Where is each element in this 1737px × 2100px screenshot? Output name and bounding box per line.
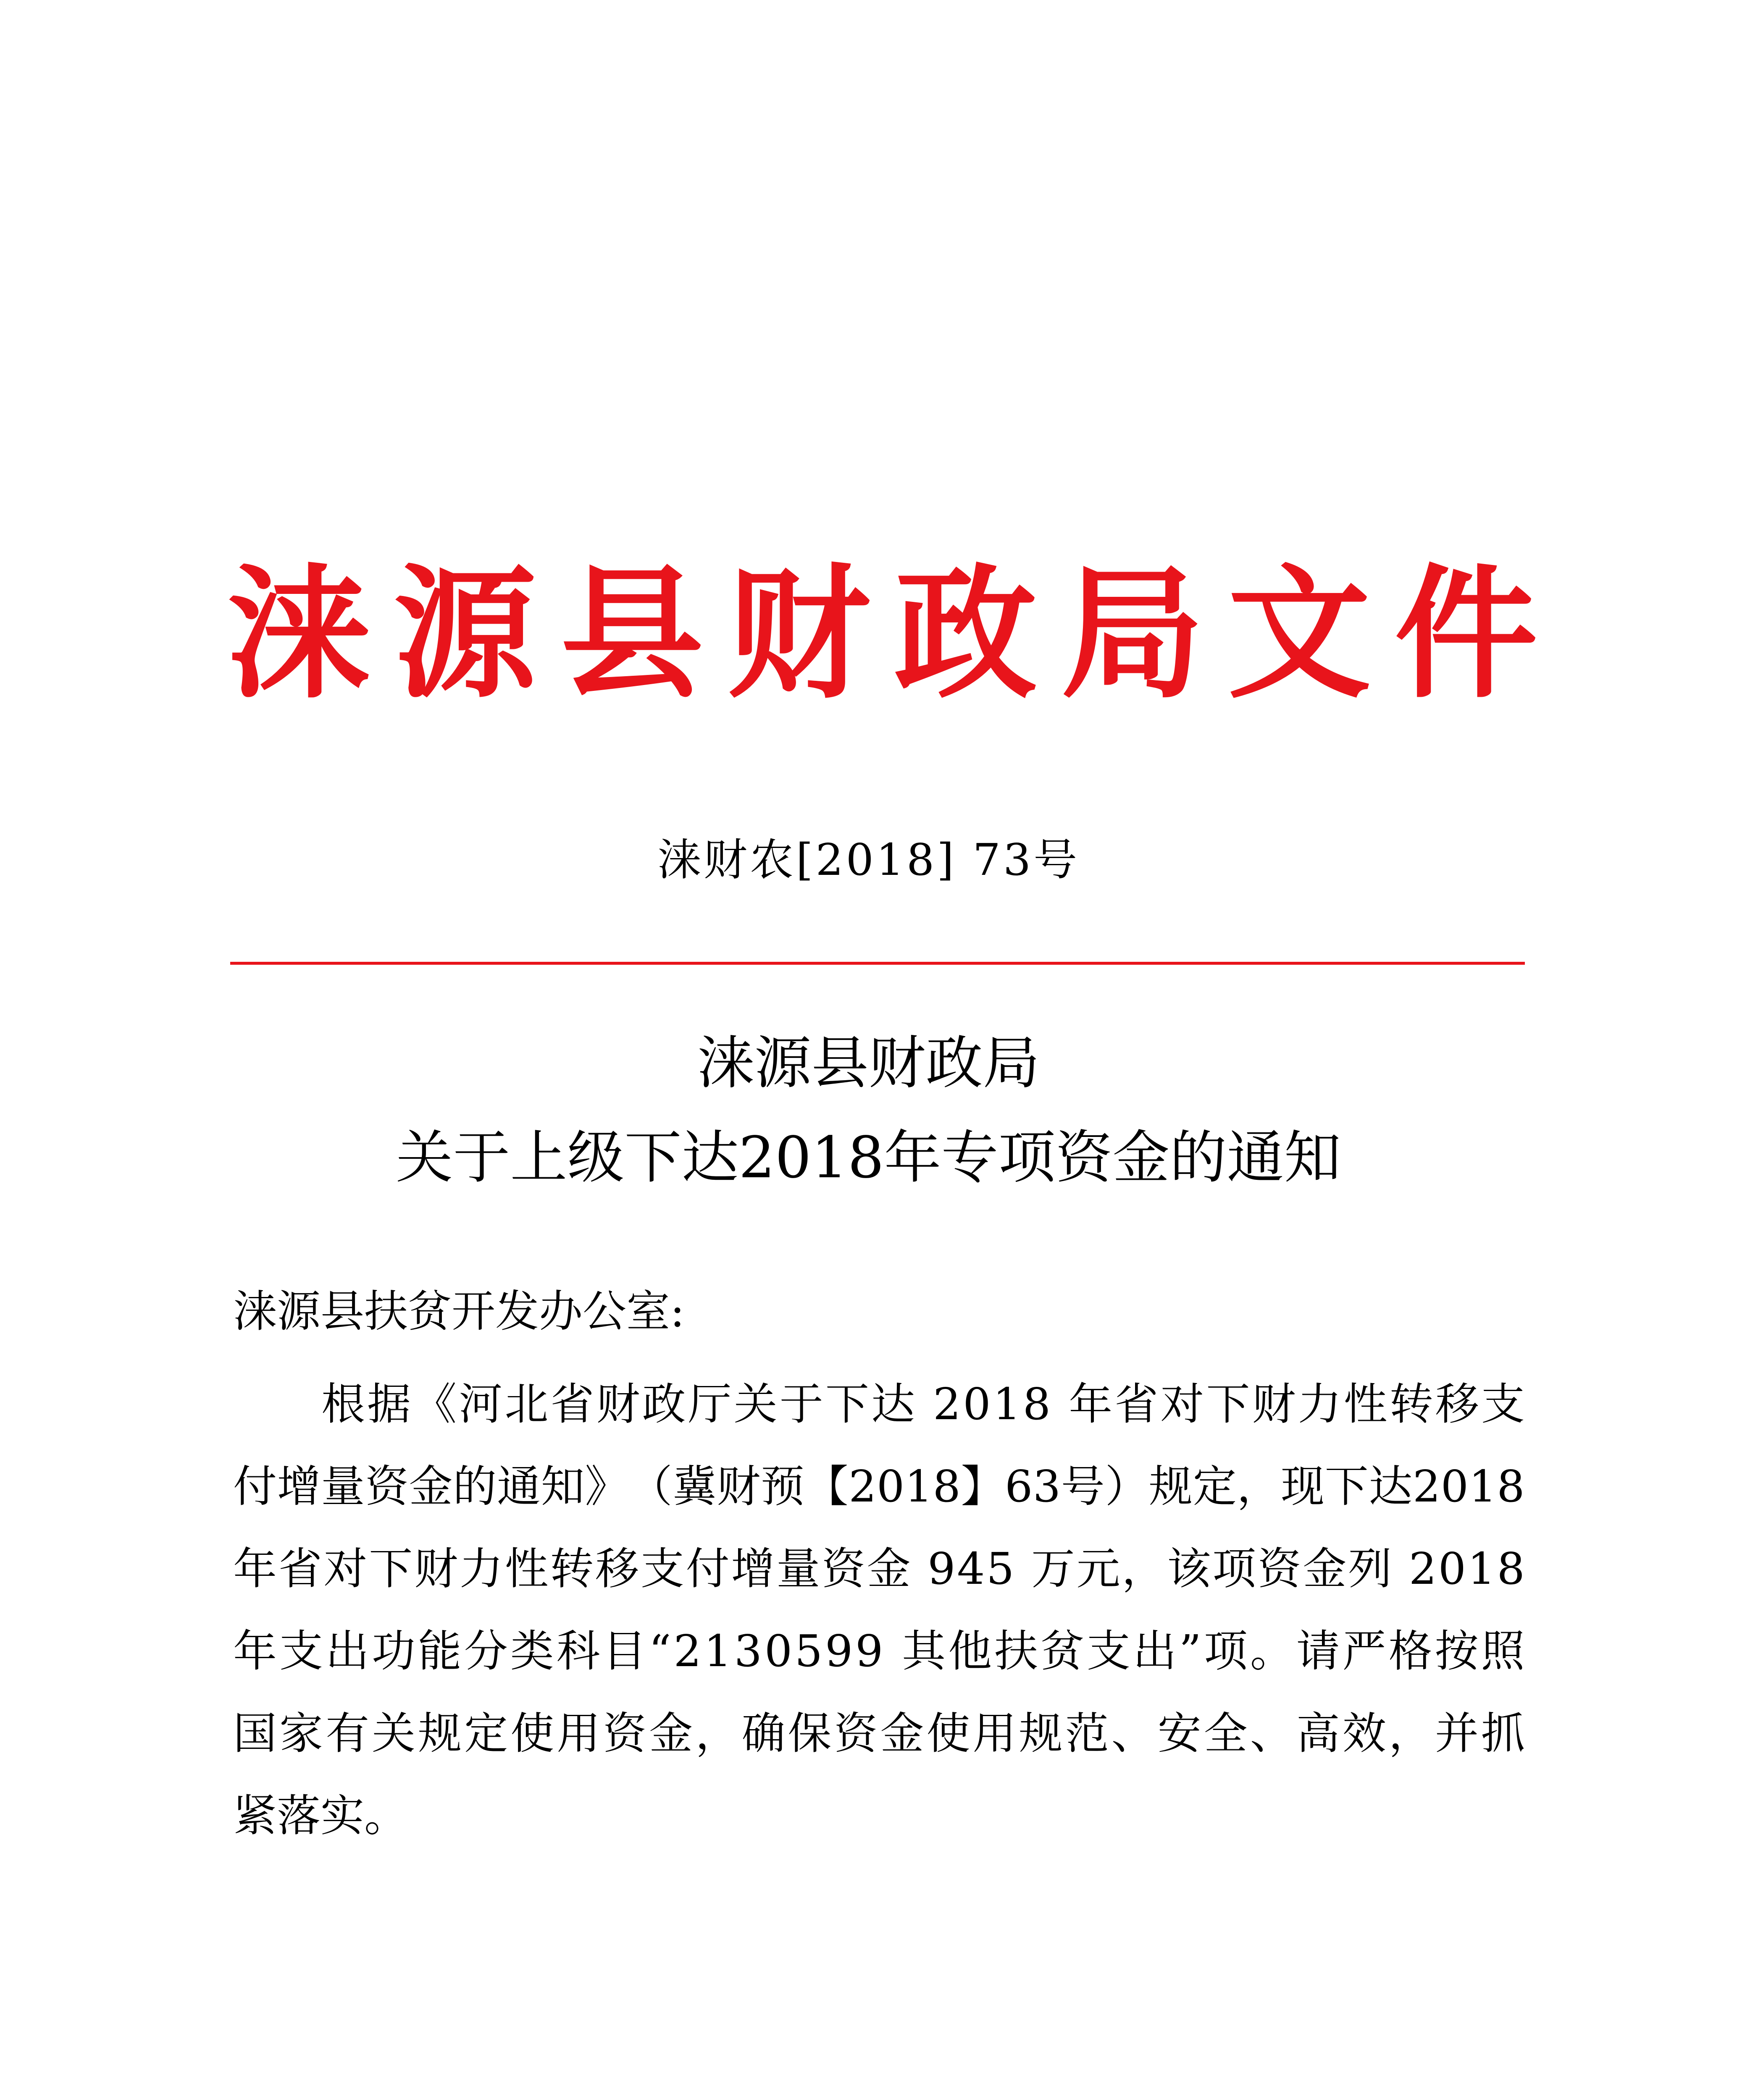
body-char: 安 [1157, 1708, 1201, 1759]
body-char: 该 [1167, 1543, 1211, 1594]
body-char: 规 [418, 1708, 462, 1759]
body-char: 出 [325, 1625, 369, 1677]
body-char: 号 [1061, 1461, 1105, 1512]
body-char: ， [1122, 1543, 1166, 1594]
body-char: 5 [794, 1625, 823, 1677]
body-line [233, 1445, 1525, 1528]
body-char: 9 [928, 1543, 956, 1594]
body-char: 3 [734, 1625, 762, 1677]
masthead-title [227, 538, 1537, 731]
body-char: 增 [277, 1461, 321, 1512]
body-char: 0 [963, 1378, 991, 1430]
body-char: 定 [464, 1708, 508, 1759]
body-char: 万 [1031, 1543, 1075, 1594]
body-char: 5 [986, 1543, 1014, 1594]
body-char: 2 [933, 1378, 961, 1430]
body-char: 全 [1204, 1708, 1248, 1759]
body-char: 0 [1438, 1543, 1466, 1594]
body-char: 列 [1348, 1543, 1392, 1594]
body-char: 性 [505, 1543, 549, 1594]
body-char: 的 [453, 1461, 497, 1512]
body-char: 付 [233, 1461, 277, 1512]
body-char: 】 [961, 1461, 1005, 1512]
body-char: “ [649, 1625, 671, 1677]
body-char: 科 [556, 1625, 600, 1677]
body-char: 力 [1298, 1378, 1342, 1430]
body-char: 2 [1412, 1461, 1441, 1512]
body-char: 资 [1257, 1543, 1301, 1594]
body-char: 资 [365, 1461, 409, 1512]
body-char: 使 [510, 1708, 554, 1759]
body-char: 下 [369, 1543, 413, 1594]
body-char: 效 [1342, 1708, 1386, 1759]
body-char: 对 [1160, 1378, 1204, 1430]
body-char: 高 [1296, 1708, 1340, 1759]
body-char: 量 [776, 1543, 820, 1594]
body-char: 金 [867, 1543, 911, 1594]
body-char: 1 [1467, 1543, 1495, 1594]
body-char: 金 [649, 1708, 693, 1759]
body-char: 移 [1435, 1378, 1479, 1430]
body-line [233, 1774, 1525, 1857]
body-char [886, 1610, 899, 1692]
body-char: 他 [948, 1625, 992, 1677]
body-char: 扶 [994, 1625, 1038, 1677]
document-number: 涞财农[2018] 73号 [657, 834, 1080, 885]
body-char: 金 [409, 1461, 453, 1512]
body-char: 定 [1193, 1461, 1237, 1512]
body-char: 转 [1389, 1378, 1433, 1430]
body-char: 8 [1497, 1543, 1525, 1594]
body-char: 据 [367, 1378, 411, 1430]
body-char: 现 [1281, 1461, 1325, 1512]
body-char: 0 [1440, 1461, 1469, 1512]
body-char: 通 [497, 1461, 541, 1512]
masthead-char: 政 [894, 550, 1037, 718]
body-char: 格 [1388, 1625, 1432, 1677]
body-char: 2 [849, 1461, 877, 1512]
notice-title-line-1: 涞源县财政局 [697, 1030, 1040, 1097]
body-char: 资 [821, 1543, 865, 1594]
body-line [233, 1610, 1525, 1692]
body-char: 2 [1409, 1543, 1437, 1594]
body-char: 请 [1296, 1625, 1340, 1677]
body-char: 年 [233, 1543, 277, 1594]
body-char: ） [1105, 1461, 1149, 1512]
notice-body [233, 1363, 1525, 1857]
body-char: 类 [510, 1625, 554, 1677]
masthead-char: 财 [727, 550, 870, 718]
body-char: 用 [972, 1708, 1017, 1759]
body-char: 增 [731, 1543, 775, 1594]
body-char: 、 [1250, 1708, 1294, 1759]
masthead-char: 文 [1227, 550, 1371, 718]
notice-title-line-2: 关于上级下达2018年专项资金的通知 [396, 1125, 1341, 1191]
body-char: 2 [673, 1625, 702, 1677]
body-char: 规 [1149, 1461, 1193, 1512]
body-char: 能 [418, 1625, 462, 1677]
body-line-text: 紧落实。 [233, 1790, 408, 1841]
body-char: 支 [1481, 1378, 1525, 1430]
body-char: 8 [1497, 1461, 1525, 1512]
body-char: 根 [321, 1378, 365, 1430]
body-char: 金 [1303, 1543, 1347, 1594]
body-char: 家 [279, 1708, 323, 1759]
masthead-char: 涞 [227, 550, 370, 718]
body-char: （ [628, 1461, 673, 1512]
body-char: 省 [550, 1378, 594, 1430]
body-char: 预 [760, 1461, 804, 1512]
body-char: 用 [557, 1708, 601, 1759]
body-char: 目 [602, 1625, 646, 1677]
body-char: 确 [741, 1708, 786, 1759]
body-char: ” [1179, 1625, 1201, 1677]
body-char: ， [695, 1708, 739, 1759]
body-char: 3 [1033, 1461, 1061, 1512]
body-char: 范 [1065, 1708, 1109, 1759]
body-char [1053, 1363, 1067, 1445]
body-char: 》 [585, 1461, 629, 1512]
body-char: 量 [321, 1461, 365, 1512]
body-char [1016, 1528, 1030, 1610]
body-char: 力 [459, 1543, 503, 1594]
body-char: 性 [1343, 1378, 1387, 1430]
body-char: 冀 [673, 1461, 717, 1512]
body-char: 【 [804, 1461, 849, 1512]
body-char: 照 [1481, 1625, 1525, 1677]
body-char: 支 [279, 1625, 323, 1677]
body-char: 省 [1114, 1378, 1159, 1430]
body-char: 达 [871, 1378, 915, 1430]
body-char: 资 [603, 1708, 647, 1759]
body-line [233, 1692, 1525, 1774]
body-char: 财 [717, 1461, 761, 1512]
body-char: 于 [779, 1378, 823, 1430]
body-char: 1 [704, 1625, 732, 1677]
masthead-char: 县 [560, 550, 704, 718]
body-char: 达 [1369, 1461, 1413, 1512]
body-char: 财 [596, 1378, 640, 1430]
body-char: 9 [825, 1625, 853, 1677]
body-char: 1 [904, 1461, 933, 1512]
body-char: ， [1237, 1461, 1281, 1512]
body-char: 8 [1022, 1378, 1051, 1430]
body-char [1393, 1528, 1407, 1610]
body-char: 规 [1019, 1708, 1063, 1759]
body-char: 功 [371, 1625, 415, 1677]
body-char: 1 [1469, 1461, 1497, 1512]
body-char: 4 [957, 1543, 985, 1594]
body-line [233, 1363, 1525, 1445]
body-char: 项 [1204, 1625, 1248, 1677]
body-char: 关 [733, 1378, 778, 1430]
body-char: 国 [233, 1708, 277, 1759]
body-char: 分 [464, 1625, 508, 1677]
body-char: 9 [855, 1625, 883, 1677]
body-char: 抓 [1481, 1708, 1525, 1759]
body-char: 、 [1111, 1708, 1155, 1759]
body-char: 并 [1435, 1708, 1479, 1759]
body-char: 有 [326, 1708, 370, 1759]
body-char: 支 [640, 1543, 684, 1594]
body-char: 严 [1342, 1625, 1386, 1677]
body-char: 6 [1005, 1461, 1033, 1512]
body-char: 下 [1324, 1461, 1369, 1512]
body-char: 元 [1076, 1543, 1120, 1594]
body-char: 财 [1252, 1378, 1296, 1430]
body-char: 财 [414, 1543, 458, 1594]
body-char: 贫 [1040, 1625, 1084, 1677]
masthead-char: 源 [394, 550, 537, 718]
body-char: 按 [1435, 1625, 1479, 1677]
body-char: 资 [834, 1708, 878, 1759]
body-char: 其 [902, 1625, 946, 1677]
red-separator-line [230, 962, 1525, 965]
notice-title [0, 1016, 1737, 1205]
body-char: 8 [933, 1461, 961, 1512]
body-char: 下 [825, 1378, 869, 1430]
body-char: 使 [926, 1708, 970, 1759]
body-char: 转 [550, 1543, 594, 1594]
body-char: 项 [1212, 1543, 1256, 1594]
body-char: 保 [788, 1708, 832, 1759]
body-char: 0 [877, 1461, 905, 1512]
body-char [917, 1363, 931, 1445]
body-char: 1 [993, 1378, 1021, 1430]
body-char [912, 1528, 926, 1610]
body-char: 年 [1069, 1378, 1113, 1430]
body-char: 北 [505, 1378, 549, 1430]
body-char: 河 [459, 1378, 503, 1430]
body-char: 政 [642, 1378, 686, 1430]
body-char: 知 [541, 1461, 585, 1512]
body-char: 移 [595, 1543, 639, 1594]
body-char: 厅 [688, 1378, 732, 1430]
body-char: 关 [372, 1708, 416, 1759]
body-char: 0 [764, 1625, 792, 1677]
body-char: 《 [413, 1378, 457, 1430]
body-char: 金 [880, 1708, 924, 1759]
body-char: 。 [1250, 1625, 1294, 1677]
body-char: 年 [233, 1625, 277, 1677]
addressee: 涞源县扶贫开发办公室: [233, 1286, 685, 1337]
body-line [233, 1528, 1525, 1610]
masthead-char: 件 [1394, 550, 1537, 718]
body-char: 下 [1206, 1378, 1250, 1430]
body-char: 出 [1133, 1625, 1177, 1677]
body-char: 省 [278, 1543, 322, 1594]
body-char: 对 [323, 1543, 368, 1594]
body-char: 支 [1086, 1625, 1130, 1677]
body-char: 付 [686, 1543, 730, 1594]
body-char: ， [1388, 1708, 1432, 1759]
masthead-char: 局 [1061, 550, 1204, 718]
